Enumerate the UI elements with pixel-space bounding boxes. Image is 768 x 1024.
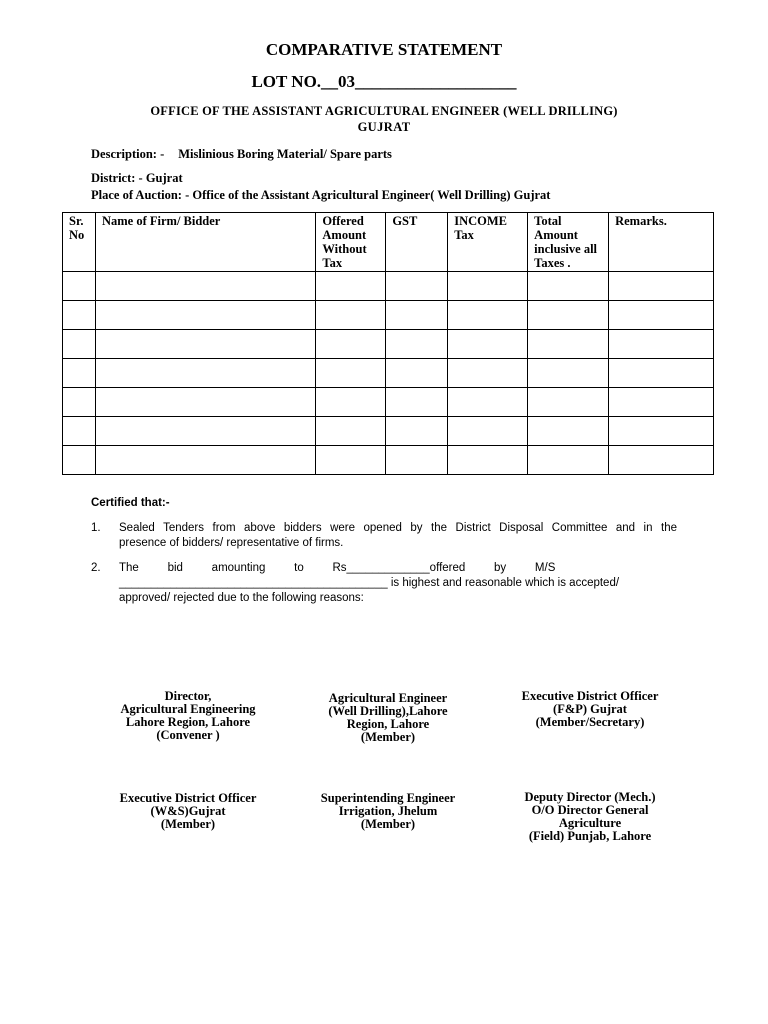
- table-cell[interactable]: [63, 301, 96, 330]
- table-cell[interactable]: [316, 272, 386, 301]
- table-cell[interactable]: [316, 330, 386, 359]
- table-cell[interactable]: [448, 330, 528, 359]
- table-row: [63, 301, 714, 330]
- table-cell[interactable]: [63, 330, 96, 359]
- column-header: GST: [386, 213, 448, 272]
- table-row: [63, 330, 714, 359]
- column-header: Remarks.: [609, 213, 714, 272]
- signatory-agricultural-engineer: Agricultural Engineer (Well Drilling),Lahore Region, Lahore (Member): [328, 691, 448, 744]
- signatory-edo-fp: Executive District Officer (F&P) Gujrat (Member/Secretary): [521, 689, 659, 729]
- column-header: Name of Firm/ Bidder: [95, 213, 315, 272]
- table-cell[interactable]: [386, 388, 448, 417]
- column-header: Offered Amount Without Tax: [316, 213, 386, 272]
- office-location: GUJRAT: [357, 120, 411, 134]
- table-cell[interactable]: [609, 301, 714, 330]
- table-row: [63, 388, 714, 417]
- table-cell[interactable]: [63, 388, 96, 417]
- item-number: 2.: [91, 562, 101, 574]
- table-cell[interactable]: [448, 272, 528, 301]
- place-of-auction: Place of Auction: - Office of the Assistant Agricultural Engineer( Well Drilling) Gujrat: [91, 188, 551, 202]
- district-line: District: - Gujrat: [91, 171, 183, 185]
- certified-heading: Certified that:-: [91, 497, 170, 509]
- table-row: [63, 359, 714, 388]
- table-cell[interactable]: [448, 388, 528, 417]
- item-2-line-3: approved/ rejected due to the following reasons:: [119, 592, 364, 604]
- table-cell[interactable]: [63, 272, 96, 301]
- table-cell[interactable]: [528, 301, 609, 330]
- table-cell[interactable]: [528, 272, 609, 301]
- table-cell[interactable]: [95, 272, 315, 301]
- table-cell[interactable]: [95, 417, 315, 446]
- item-number: 1.: [91, 522, 101, 534]
- table-cell[interactable]: [95, 446, 315, 475]
- table-cell[interactable]: [95, 330, 315, 359]
- item-2-line-2: __________________________________________ is highest and reasonable which is accepted/: [119, 577, 620, 589]
- document-title: COMPARATIVE STATEMENT: [265, 40, 503, 59]
- table-cell[interactable]: [609, 446, 714, 475]
- table-cell[interactable]: [448, 446, 528, 475]
- description-label: Description: -: [91, 147, 165, 161]
- office-name: OFFICE OF THE ASSISTANT AGRICULTURAL ENGINEER (WELL DRILLING): [150, 104, 618, 118]
- table-cell[interactable]: [63, 417, 96, 446]
- signatory-deputy-director: Deputy Director (Mech.) O/O Director General Agriculture (Field) Punjab, Lahore: [524, 790, 656, 843]
- table-cell[interactable]: [386, 446, 448, 475]
- table-cell[interactable]: [316, 301, 386, 330]
- table-cell[interactable]: [386, 330, 448, 359]
- column-header: Total Amount inclusive all Taxes .: [528, 213, 609, 272]
- table-cell[interactable]: [386, 359, 448, 388]
- table-cell[interactable]: [386, 301, 448, 330]
- table-cell[interactable]: [609, 272, 714, 301]
- column-header: INCOME Tax: [448, 213, 528, 272]
- description-line: [91, 147, 392, 162]
- table-cell[interactable]: [95, 359, 315, 388]
- table-cell[interactable]: [386, 417, 448, 446]
- table-cell[interactable]: [528, 446, 609, 475]
- table-cell[interactable]: [95, 388, 315, 417]
- table-cell[interactable]: [448, 417, 528, 446]
- table-cell[interactable]: [63, 359, 96, 388]
- table-cell[interactable]: [609, 388, 714, 417]
- lot-number: LOT NO.__03___________________: [251, 72, 517, 91]
- table-cell[interactable]: [609, 330, 714, 359]
- table-cell[interactable]: [448, 301, 528, 330]
- table-cell[interactable]: [528, 417, 609, 446]
- table-cell[interactable]: [316, 446, 386, 475]
- description-value: Mislinious Boring Material/ Spare parts: [178, 147, 392, 161]
- table-cell[interactable]: [528, 359, 609, 388]
- table-cell[interactable]: [609, 359, 714, 388]
- table-cell[interactable]: [316, 417, 386, 446]
- table-row: [63, 446, 714, 475]
- column-header: Sr. No: [63, 213, 96, 272]
- signatory-director: Director, Agricultural Engineering Lahore Region, Lahore (Convener ): [120, 689, 256, 742]
- table-cell[interactable]: [316, 359, 386, 388]
- comparison-table: [62, 212, 714, 475]
- table-cell[interactable]: [316, 388, 386, 417]
- table-header-row: [63, 213, 714, 272]
- table-row: [63, 417, 714, 446]
- table-row: [63, 272, 714, 301]
- table-cell[interactable]: [609, 417, 714, 446]
- table-cell[interactable]: [448, 359, 528, 388]
- table-cell[interactable]: [63, 446, 96, 475]
- item-1-line-2: presence of bidders/ representative of firms.: [119, 537, 344, 549]
- item-1-line-1: Sealed Tenders from above bidders were opened by the District Disposal Committee and in the: [119, 522, 677, 534]
- table-cell[interactable]: [528, 330, 609, 359]
- signatory-superintending-engineer: Superintending Engineer Irrigation, Jhelum (Member): [320, 791, 456, 831]
- signatory-edo-ws: Executive District Officer (W&S)Gujrat (Member): [119, 791, 257, 831]
- table-cell[interactable]: [528, 388, 609, 417]
- item-2-line-1: The bid amounting to Rs_____________offered by M/S: [119, 562, 556, 574]
- table-cell[interactable]: [386, 272, 448, 301]
- table-cell[interactable]: [95, 301, 315, 330]
